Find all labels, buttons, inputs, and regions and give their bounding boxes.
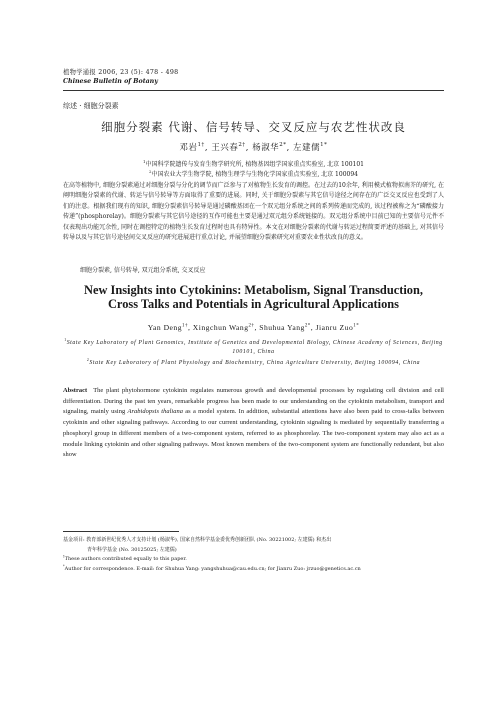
footnote-divider — [63, 531, 179, 532]
species-name: Arabidopsis thaliana — [127, 408, 183, 416]
english-title-line-2: Cross Talks and Potentials in Agricultural Applications — [107, 297, 399, 311]
equal-contribution-note — [63, 555, 444, 565]
author-name: Yan Deng — [147, 323, 183, 332]
funding-note: 基金项目: 教育部新世纪优秀人才支持计划 (杨淑华), 国家自然科学基金委优秀创新团队 (No. 30221002; 左建儒) 和杰出 — [63, 537, 332, 543]
author-sup: 2* — [304, 323, 311, 329]
english-affiliation-1 — [63, 339, 444, 357]
affiliation-text: 中国科学院遗传与发育生物学研究所, 植物基因组学国家重点实验室, 北京 100101 — [145, 161, 364, 168]
chinese-authors: 邓岩$^{1\dagger}$, 王兴春$^{2\dagger}$, 杨淑华$^{2*}$, 左建儒$^{1*}$ — [179, 142, 328, 152]
affiliation-number: 2 — [86, 358, 90, 363]
chinese-affiliation-1 — [63, 159, 444, 168]
author-sup: 2* — [279, 142, 287, 149]
english-title-line-1: New Insights into Cytokinins: Metabolism, Signal Transduction, — [84, 283, 423, 297]
affiliation-number: 1 — [143, 159, 146, 164]
abstract-text: The plant phytohormone cytokinin regulates numerous growth and developmental processes by regulating cell division and cell differentiation. During the past ten years, remarkable progress has been made to our understanding on the cytokinin metabolism, transport and signaling, mainly using — [63, 387, 444, 416]
abstract-label: Abstract — [63, 387, 88, 394]
affiliation-number: 1 — [64, 338, 67, 343]
author-name: Xingchun Wang — [192, 323, 249, 332]
english-title — [63, 283, 444, 311]
header-divider — [63, 90, 444, 91]
abstract-text: as a model system. In addition, substantial attentions have also been paid to cross-talks between cytokinin and other signaling pathways. According to our current understanding, cytokinin signaling is mediated by sequentially transferring a phosphoryl group in different members of a two-component system, referred to as phosphorelay. The two-component system may also act as a module linking cytokinin and other signaling pathways. Most known members of the two-component system are functionally redundant, but also show — [63, 408, 444, 459]
author-name: Jianru Zuo — [315, 323, 354, 332]
english-affiliation-2 — [63, 359, 444, 368]
affiliation-text: 中国农业大学生物学院, 植物生理学与生物化学国家重点实验室, 北京 100094 — [151, 171, 358, 178]
author-sup: 1* — [353, 323, 360, 329]
section-tag: 综述 · 细胞分裂素 — [63, 102, 119, 110]
author-sup: 2† — [238, 142, 246, 149]
footnotes — [63, 536, 444, 574]
author-sup: 1† — [197, 142, 205, 149]
journal-citation: 植物学通报 2006, 23 (5): 478 - 498 — [63, 69, 179, 76]
correspondence-text: Author for correspondence. E-mail: for Shuhua Yang: yangshuhua@cau.edu.cn; for Jianru Zuo: jrzuo@genetics.ac.cn — [64, 565, 361, 572]
author-name: 邓岩 — [179, 142, 198, 152]
equal-contribution-text: These authors contributed equally to this paper. — [64, 556, 187, 563]
author-sup: 1† — [182, 323, 188, 329]
chinese-title: 细胞分裂素 代谢、信号转导、交叉反应与农艺性状改良 — [101, 120, 406, 134]
author-sup: 2† — [248, 323, 255, 329]
dagger-mark: † — [63, 554, 65, 559]
funding-note-cont: 青年科学基金 (No. 30125025; 左建儒) — [87, 546, 177, 553]
correspondence-note — [63, 565, 444, 575]
author-name: Shuhua Yang — [259, 323, 305, 332]
chinese-affiliation-2 — [63, 169, 444, 178]
author-name: 左建儒 — [293, 142, 321, 152]
asterisk-mark: * — [63, 564, 65, 569]
affiliation-number: 2 — [149, 169, 152, 174]
affiliation-text: State Key Laboratory of Plant Genomics, Institute of Genetics and Developmental Biology, Chinese Academy of Sciences, Beijing 100101, China — [66, 340, 443, 356]
chinese-abstract: 在高等植物中, 细胞分裂素通过对细胞分裂与分化的调节而广泛参与了对植物生长发育的调控。在过去的10余年, 利用模式植物拟南芥的研究, 在阐明细胞分裂素的代谢、转运与信号转导等方面取得了重要的进展。同时, 关于细胞分裂素与其它信号途径之间存在的广泛交叉反应也受到了人们的注意。根据我们现有的知识, 细胞分裂素信号转导是通过磷酸基团在一个双元组分系统之间的系列传递而完成的, 该过程被称之为“磷酸接力传递”(phosphorelay)。细胞分裂素与其它信号途径的互作可能也主要是通过双元组分系统链接的。双元组分系统中目前已知的主要信号元件不仅表现出功能冗余性, 同时在调控特定的植物生长发育过程时也具有特异性。本文在对细胞分裂素的代谢与转运过程简要评述的基础上, 对其信号转导以及与其它信号途径间交叉反应的研究进展进行重点讨论, 并展望细胞分裂素研究对重要农业性状改良的意义。 — [63, 182, 444, 242]
journal-name-en: Chinese Bulletin of Botany — [63, 78, 158, 85]
affiliation-text: State Key Laboratory of Plant Physiology and Biochemistry, China Agriculture University, Beijing 100094, China — [89, 360, 421, 366]
chinese-keywords: 细胞分裂素, 信号转导, 双元组分系统, 交叉反应 — [80, 267, 206, 274]
english-abstract — [63, 386, 444, 461]
english-authors: Yan Deng$^{1\dagger}$, Xingchun Wang$^{2\dagger}$, Shuhua Yang$^{2*}$, Jianru Zuo$^{1*}$ — [147, 323, 360, 332]
author-name: 杨淑华 — [252, 142, 280, 152]
author-name: 王兴春 — [211, 142, 239, 152]
author-sup: 1* — [320, 142, 328, 149]
